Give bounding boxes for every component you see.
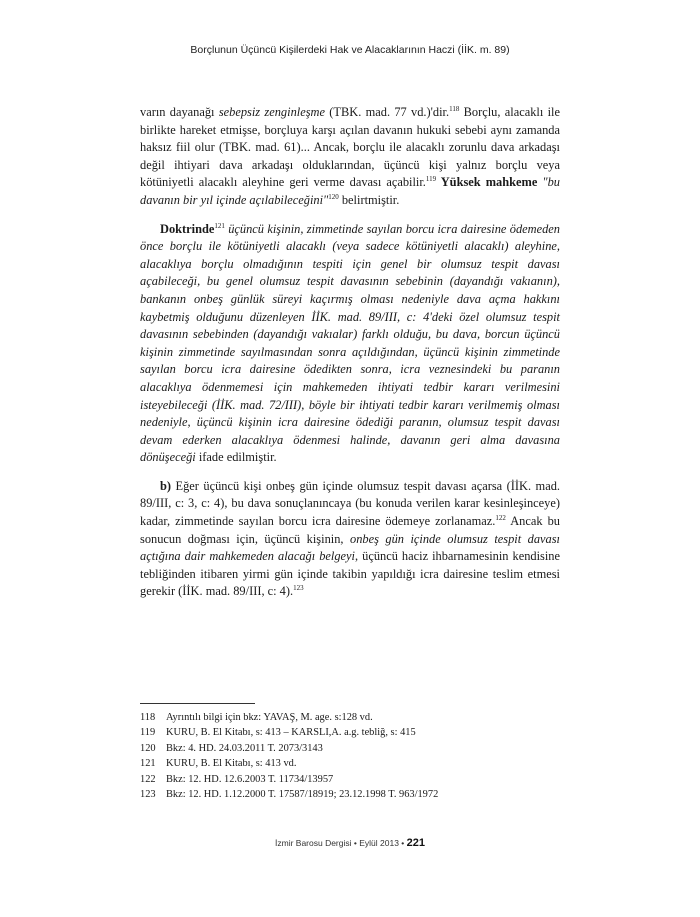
footnote-ref-123[interactable]: 123: [293, 584, 304, 593]
page-footer: [0, 837, 700, 849]
paragraph-2: [140, 221, 560, 467]
footnote: [140, 772, 580, 787]
p1-text-d: Borçlu, alacaklı ile birlikte hareket etmişse, borçluya karşı açılan davanın hukuki sebebi aynı zamanda haksız fiil olur (TBK. mad. 61)... Ancak, borçlu ile alacaklı zorunlu dava arkadaşı değil ihtiyari dava arkadaşı olduklarından, üçüncü kişi yalnız borçlu veya kötüniyetli alacaklı aleyhine geri verme davası açabilir.: [140, 105, 560, 190]
footer-separator: •: [398, 838, 407, 848]
journal-name: İzmir Barosu Dergisi: [275, 838, 352, 848]
footnotes: [140, 710, 580, 802]
footer-separator: •: [351, 838, 360, 848]
footnote-ref-121[interactable]: 121: [214, 221, 225, 230]
footnote-number: 122: [140, 773, 156, 785]
footnote-text: KURU, B. El Kitabı, s: 413 – KARSLI,A. a.g. tebliğ, s: 415: [166, 727, 416, 739]
p1-text-a: varın dayanağı: [140, 105, 219, 119]
p2-italic-body: üçüncü kişinin, zimmetinde sayılan borcu icra dairesine ödemeden önce borçlu ile kötüniyetli alacaklı (veya sadece kötüniyetli alacaklı) aleyhine, alacaklıya borçlu olmadığının tespiti için genel bir olumsuz tespit davası açabileceği, bu genel olumsuz tespit davasının sebebinin (dayandığı vakıanın), bankanın onbeş günlük süreyi kaçırmış olması nedeniyle dava açma hakkını kaybetmiş olduğunu düzenleyen İİK. mad. 89/III, c: 4'deki özel olumsuz tespit davasının sebebinden (dayandığı vakıalar) farklı olduğu, bu dava, borcun üçüncü kişinin zimmetinde sayılmasından sonra açıldığından, üçüncü kişinin zimmetinde sayılan borcu icra dairesine ödedikten sonra, icra veznesindeki bu paranın alacaklıya ödenmemesi için mahkemeden ihtiyati tedbir kararı verilmesini isteyebileceği (İİK. mad. 72/III), böyle bir ihtiyati tedbir kararı verilmemiş olması nedeniyle, üçüncü kişinin icra dairesine ödediği paranın, olumsuz tespit davası devam ederken alacaklıya ödenmesi halinde, davanın geri alma davasına dönüşeceği: [140, 221, 560, 465]
footnote: [140, 787, 580, 802]
footnote-number: 120: [140, 742, 156, 754]
p3-text-b: Eğer üçüncü kişi onbeş gün içinde olumsuz tespit davası açarsa (İİK. mad. 89/III, c: 3, c: 4), bu dava sonuçlanıncaya (bu konuda verilen karar kesinleşinceye) kadar, zimmetinde sayılan borcu icra dairesine ödemeye zorlanamaz.: [140, 478, 560, 529]
page-number: 221: [406, 837, 425, 849]
running-head: Borçlunun Üçüncü Kişilerdeki Hak ve Alacaklarının Haczi (İİK. m. 89): [190, 44, 510, 56]
footnote-number: 121: [140, 758, 156, 770]
p3-text-e: , üçüncü haciz ihbarnamesinin kendisine tebliğinden itibaren yirmi gün içinde takibin yapıldığı icra dairesine teslim etmesi gerekir (İİK. mad. 89/III, c: 4).: [140, 549, 560, 599]
paragraph-3: [140, 478, 560, 601]
footnote-ref-120[interactable]: 120: [328, 192, 339, 201]
footnote: [140, 756, 580, 771]
p3-bold-lead: b): [160, 478, 172, 493]
footnote-text: Bkz: 12. HD. 1.12.2000 T. 17587/18919; 23.12.1998 T. 963/1972: [166, 789, 439, 801]
footnote: [140, 725, 580, 740]
footnote-ref-119[interactable]: 119: [425, 175, 437, 184]
p1-italic-term: sebepsiz zenginleşme: [218, 105, 325, 119]
footnote: [140, 710, 580, 725]
p1-italic-quote: "bu davanın bir yıl içinde açılabileceğini": [140, 175, 560, 207]
p3-text-c: Ancak bu sonucun doğması için, üçüncü kişinin,: [140, 514, 560, 546]
footnote-ref-118[interactable]: 118: [449, 104, 460, 113]
footnote-text: Bkz: 12. HD. 12.6.2003 T. 11734/13957: [166, 773, 334, 785]
footnote: [140, 741, 580, 756]
footnote-number: 118: [140, 712, 156, 723]
p1-bold-court: Yüksek mahkeme: [436, 175, 538, 190]
footnote-number: 123: [140, 789, 156, 801]
footnote-ref-122[interactable]: 122: [495, 513, 506, 522]
footnote-number: 119: [140, 727, 156, 739]
paragraph-1: [140, 104, 560, 210]
p1-text-g: belirtmiştir.: [338, 192, 400, 207]
p2-text-end: ifade edilmiştir.: [195, 450, 277, 465]
footnote-text: Ayrıntılı bilgi için bkz: YAVAŞ, M. age. s:128 vd.: [166, 712, 373, 723]
issue-date: Eylül 2013: [359, 838, 399, 848]
footnote-text: KURU, B. El Kitabı, s: 413 vd.: [166, 758, 297, 770]
body-text: [140, 104, 560, 612]
p2-bold-lead: Doktrinde: [160, 221, 215, 236]
p1-text-c: (TBK. mad. 77 vd.)'dir.: [324, 105, 450, 119]
p3-italic-doc: onbeş gün içinde olumsuz tespit davası açtığına dair mahkemeden alacağı belgeyi: [140, 531, 560, 564]
footnote-divider: [140, 703, 255, 704]
footnote-text: Bkz: 4. HD. 24.03.2011 T. 2073/3143: [166, 742, 323, 754]
